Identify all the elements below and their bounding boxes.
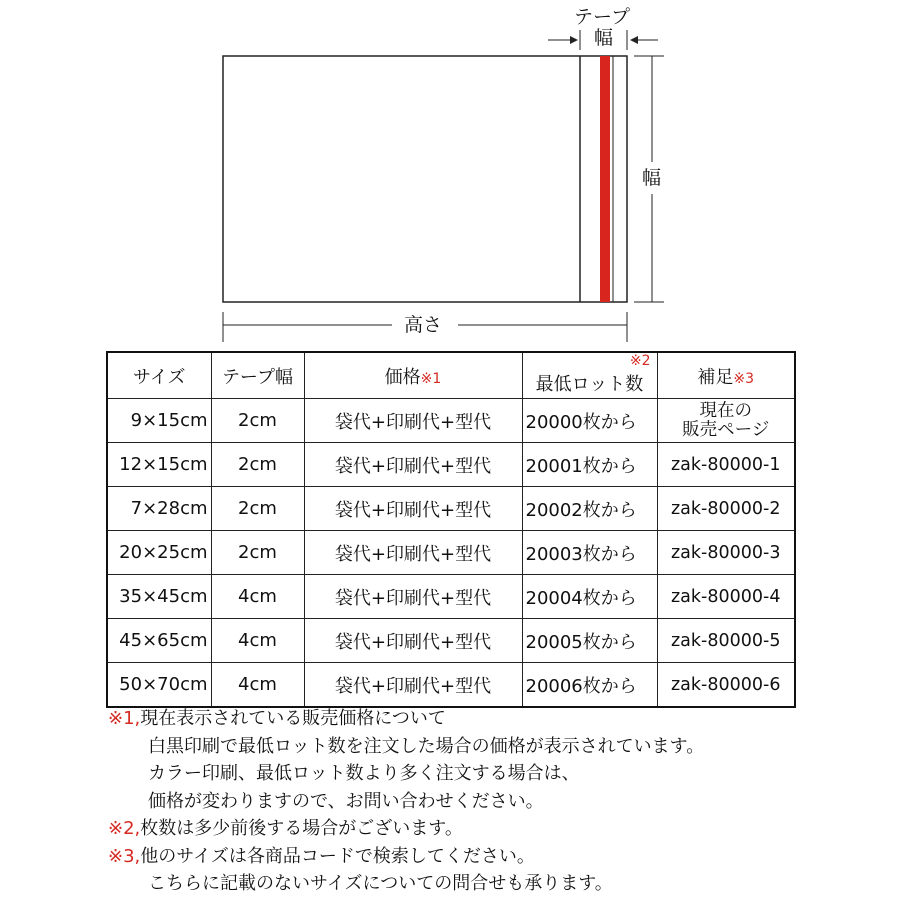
- cell-min-lot: 20006枚から: [522, 663, 657, 708]
- cell-tape-width: 2cm: [211, 487, 304, 531]
- cell-min-lot: 20000枚から: [522, 399, 657, 443]
- cell-price: 袋代+印刷代+型代: [304, 531, 522, 575]
- tape-dim-arrowhead-left: [570, 36, 578, 44]
- footnote-line: [108, 843, 888, 871]
- tape-dim-arrowhead-right: [630, 36, 638, 44]
- cell-note: zak-80000-2: [657, 487, 795, 531]
- footnote-mark: ※1,: [108, 708, 141, 729]
- footnote-text: 白黒印刷で最低ロット数を注文した場合の価格が表示されています。: [148, 735, 705, 757]
- footnotes: [108, 705, 888, 898]
- table-row: [107, 531, 795, 575]
- cell-price: 袋代+印刷代+型代: [304, 663, 522, 708]
- header-price: [304, 352, 522, 399]
- header-lot-mark: ※2: [629, 353, 651, 369]
- tape-width-label-line2: 幅: [594, 27, 614, 49]
- header-price-mark: ※1: [420, 370, 442, 387]
- cell-tape-width: 2cm: [211, 531, 304, 575]
- table-row: [107, 487, 795, 531]
- header-size: サイズ: [107, 352, 211, 399]
- tape-strip: [600, 56, 610, 302]
- header-price-label: 価格: [384, 366, 421, 388]
- footnote-text: こちらに記載のないサイズについての問合せも承ります。: [148, 873, 613, 894]
- cell-price: 袋代+印刷代+型代: [304, 575, 522, 619]
- table-row: [107, 619, 795, 663]
- header-lot-label: 最低ロット数: [535, 373, 644, 395]
- table-row: [107, 443, 795, 487]
- footnote-text: カラー印刷、最低ロット数より多く注文する場合は、: [148, 763, 580, 784]
- cell-price: 袋代+印刷代+型代: [304, 619, 522, 663]
- cell-note: zak-80000-5: [657, 619, 795, 663]
- cell-size: 7×28cm: [107, 487, 211, 531]
- header-note: [657, 352, 795, 399]
- table-body: [107, 399, 795, 708]
- cell-tape-width: 4cm: [211, 619, 304, 663]
- footnote-mark: ※2,: [108, 818, 141, 839]
- bag-outline: [223, 56, 627, 302]
- cell-min-lot: 20004枚から: [522, 575, 657, 619]
- cell-price: 袋代+印刷代+型代: [304, 399, 522, 443]
- cell-size: 50×70cm: [107, 663, 211, 708]
- footnote-line: [108, 788, 888, 816]
- footnote-line: [108, 760, 888, 788]
- cell-tape-width: 2cm: [211, 443, 304, 487]
- cell-min-lot: 20001枚から: [522, 443, 657, 487]
- footnote-mark: ※3,: [108, 845, 141, 867]
- cell-note: zak-80000-3: [657, 531, 795, 575]
- bag-diagram: [0, 0, 900, 345]
- cell-min-lot: 20003枚から: [522, 531, 657, 575]
- footnote-text: 枚数は多少前後する場合がございます。: [140, 818, 463, 839]
- cell-price: 袋代+印刷代+型代: [304, 487, 522, 531]
- footnote-line: [108, 815, 888, 843]
- footnote-text: 現在表示されている販売価格について: [140, 708, 446, 729]
- cell-size: 12×15cm: [107, 443, 211, 487]
- footnote-text: 価格が変わりますので、お問い合わせください。: [148, 790, 544, 812]
- cell-note: [657, 399, 795, 443]
- header-note-mark: ※3: [733, 370, 755, 387]
- header-min-lot: [522, 352, 657, 399]
- cell-tape-width: 4cm: [211, 575, 304, 619]
- cell-size: 45×65cm: [107, 619, 211, 663]
- table-row: [107, 663, 795, 708]
- cell-note: zak-80000-1: [657, 443, 795, 487]
- cell-tape-width: 2cm: [211, 399, 304, 443]
- footnote-text: 他のサイズは各商品コードで検索してください。: [140, 845, 535, 867]
- cell-size: 20×25cm: [107, 531, 211, 575]
- width-label: 幅: [642, 167, 662, 189]
- cell-size: 9×15cm: [107, 399, 211, 443]
- cell-min-lot: 20005枚から: [522, 619, 657, 663]
- table-row: [107, 399, 795, 443]
- bag-diagram-drawing: [0, 0, 900, 345]
- cell-note-line: 現在の: [699, 400, 752, 421]
- cell-size: 35×45cm: [107, 575, 211, 619]
- footnote-line: [108, 733, 888, 761]
- header-tape-width: テープ幅: [211, 352, 304, 399]
- size-spec-table: [106, 351, 796, 708]
- tape-width-label-line1: テープ: [574, 6, 631, 28]
- cell-note-line: 販売ページ: [682, 419, 770, 440]
- height-label: 高さ: [404, 314, 443, 336]
- table-row: [107, 575, 795, 619]
- cell-min-lot: 20002枚から: [522, 487, 657, 531]
- cell-note: zak-80000-4: [657, 575, 795, 619]
- cell-note: zak-80000-6: [657, 663, 795, 708]
- table-header-row: [107, 352, 795, 399]
- footnote-line: [108, 705, 888, 733]
- cell-tape-width: 4cm: [211, 663, 304, 708]
- footnote-line: [108, 870, 888, 898]
- header-note-label: 補足: [697, 366, 734, 388]
- cell-price: 袋代+印刷代+型代: [304, 443, 522, 487]
